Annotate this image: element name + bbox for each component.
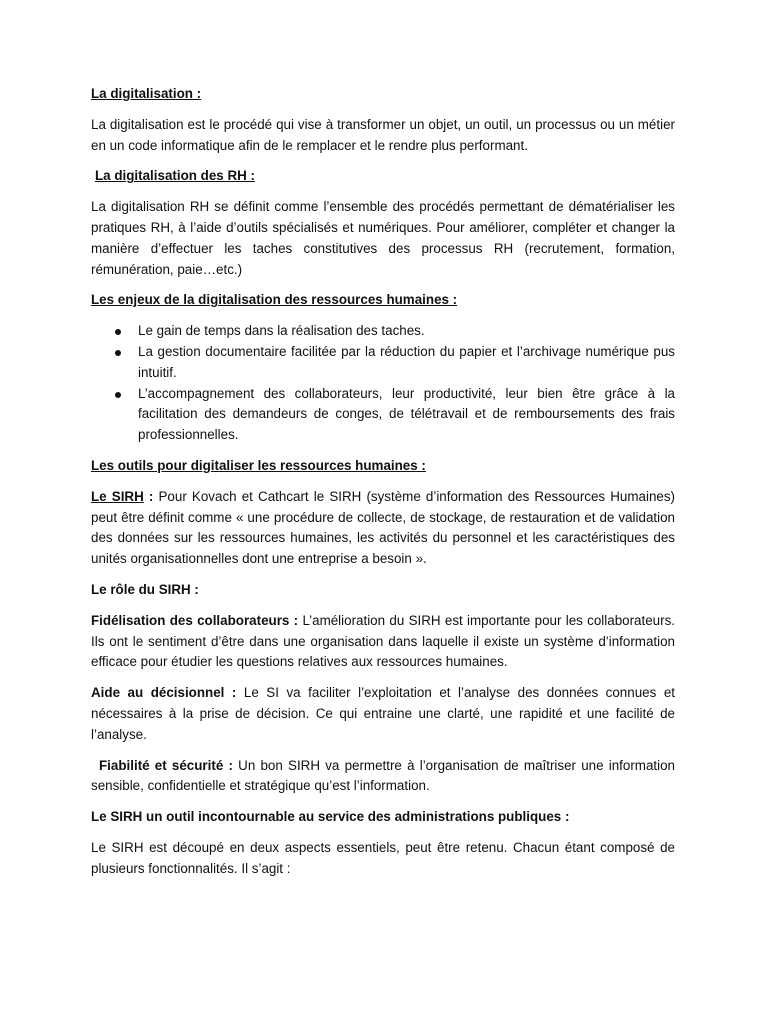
list-item-text: Le gain de temps dans la réalisation des taches. <box>138 323 425 339</box>
sirh-label: Le SIRH <box>91 488 144 504</box>
bullet-icon <box>115 392 121 398</box>
paragraph-sirh: Le SIRH : Pour Kovach et Cathcart le SIRH (système d’information des Ressources Humaines) peut être définit comme « une procédure de collecte, de stockage, de restauration et de validation des données sur les ressources humaines, les activités du personnel et les caractéristiques des unités organisationnelles dont une entreprise a besoin ». <box>91 488 675 567</box>
heading-outils: Les outils pour digitaliser les ressources humaines : <box>91 457 426 473</box>
list-item <box>91 321 675 342</box>
list-item <box>91 384 675 446</box>
paragraph-fiabilite <box>91 756 675 798</box>
paragraph-administrations: Le SIRH est découpé en deux aspects essentiels, peut être retenu. Chacun étant composé de plusieurs fonctionnalités. Il s’agit : <box>91 839 675 876</box>
paragraph-digitalisation-rh: La digitalisation RH se définit comme l’ensemble des procédés permettant de dématérialiser les pratiques RH, à l’aide d’outils spécialisés et numériques. Pour améliorer, compléter et changer la manière d’effectuer les taches constitutives des processus RH (recrutement, formation, rémunération, paie…etc.) <box>91 199 675 277</box>
heading-digitalisation-rh-wrapper <box>91 166 675 187</box>
list-item <box>91 342 675 384</box>
fiabilite-body: Un bon SIRH va permettre à l’organisation de maîtriser une information sensible, confidentielle et stratégique qu’est l’information. <box>91 757 675 794</box>
paragraph-digitalisation: La digitalisation est le procédé qui vise à transformer un objet, un outil, un processus ou un métier en un code informatique afin de le remplacer et le rendre plus performant. <box>91 116 675 153</box>
fidelisation-body: L’amélioration du SIRH est importante pour les collaborateurs. Ils ont le sentiment d’être dans une organisation dans laquelle il existe un système d’information efficace pour étudier les questions relatives aux ressources humaines. <box>91 612 675 670</box>
document-page <box>91 84 675 880</box>
fidelisation-label: Fidélisation des collaborateurs : <box>91 612 299 628</box>
sirh-body: Pour Kovach et Cathcart le SIRH (système d’information des Ressources Humaines) peut être définit comme « une procédure de collecte, de stockage, de restauration et de validation des données sur les ressources humaines, les activités du personnel et les caractéristiques des unités organisationnelles dont une entreprise a besoin ». <box>91 488 675 567</box>
enjeux-list <box>91 321 675 446</box>
fiabilite-label: Fiabilité et sécurité : <box>99 757 233 773</box>
aide-label: Aide au décisionnel : <box>91 685 237 701</box>
heading-enjeux: Les enjeux de la digitalisation des ressources humaines : <box>91 292 458 308</box>
heading-digitalisation: La digitalisation : <box>91 86 202 101</box>
list-item-text: L’accompagnement des collaborateurs, leur productivité, leur bien être grâce à la facilitation des demandeurs de conges, de télétravail et de remboursements des frais professionnelles. <box>138 385 675 443</box>
paragraph-aide <box>91 683 675 745</box>
paragraph-fidelisation <box>91 611 675 673</box>
heading-digitalisation-rh: La digitalisation des RH : <box>95 168 255 184</box>
bullet-icon <box>115 350 121 356</box>
list-item-text: La gestion documentaire facilitée par la réduction du papier et l’archivage numérique pus intuitif. <box>138 343 675 380</box>
heading-administrations: Le SIRH un outil incontournable au service des administrations publiques : <box>91 809 570 825</box>
aide-body: Le SI va faciliter l’exploitation et l’analyse des données connues et nécessaires à la prise de décision. Ce qui entraine une clarté, une rapidité et une facilité de l’analyse. <box>91 685 675 742</box>
heading-role: Le rôle du SIRH : <box>91 581 199 597</box>
bullet-icon <box>115 329 121 335</box>
